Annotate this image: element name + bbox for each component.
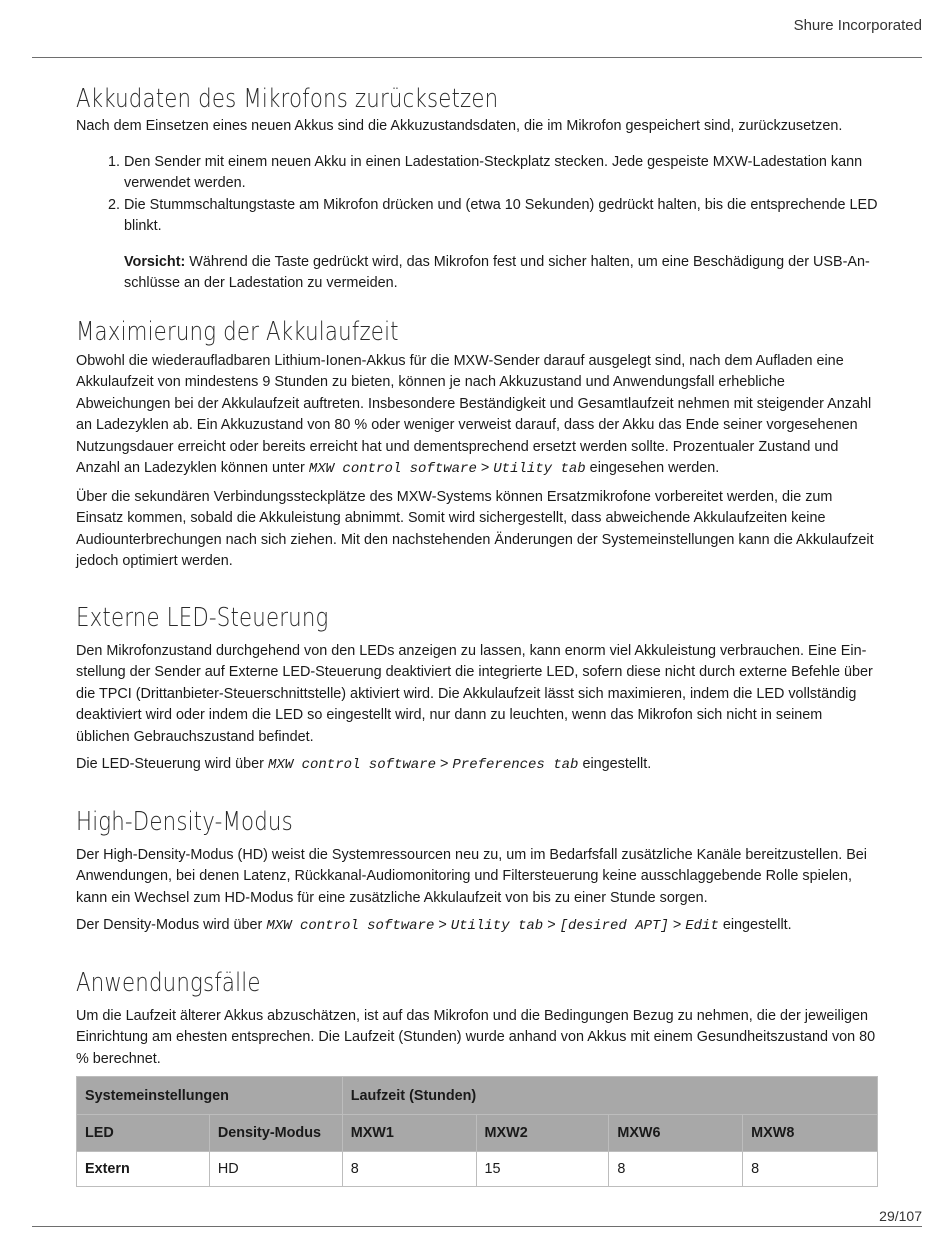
- section-title-high-density: High-Density-Modus: [76, 806, 293, 837]
- maximize-p1-text: Obwohl die wiederaufladbaren Lithium-Ionen-Akkus für die MXW-Sender darauf ausgelegt sind, nach dem Aufladen eine Akkulaufzeit von mindestens 9 Stunden zu bieten, können je nach Akkuzustand und Anwendungsfall erhebliche Abweichungen bei der Akkulaufzeit auftreten. Insbesondere Beständigkeit und Gesamtlaufzeit nehmen mit steigender Anzahl an Ladezyklen ab. Ein Akkuzustand von 80 % oder weniger verweist darauf, dass der Akku das Ende seiner vorgesehenen Nutzungsdauer erreicht oder bereits erreicht hat und dementsprechend ersetzt werden sollte. Prozentualer Zustand und Anzahl an Ladezyklen können unter: [76, 352, 872, 476]
- menu-path-edit: Edit: [685, 918, 719, 934]
- table-group-header-row: [77, 1077, 878, 1115]
- table-header-density-mode: Density-Modus: [209, 1115, 342, 1152]
- led-p2-start: Die LED-Steuerung wird über: [76, 756, 268, 772]
- header-company-name: Shure Incorporated: [793, 17, 922, 34]
- caution-label: Vorsicht:: [124, 253, 186, 270]
- section-title-maximize-battery: Maximierung der Akkulaufzeit: [76, 316, 399, 347]
- page-number: 29/107: [879, 1208, 922, 1224]
- table-header-mxw2: MXW2: [476, 1115, 609, 1152]
- footer-divider: [32, 1226, 922, 1227]
- hd-p2-end: eingestellt.: [718, 917, 792, 933]
- use-cases-paragraph: Um die Laufzeit älterer Akkus abzuschätzen, ist auf das Mikrofon und die Bedingungen Bezug zu nehmen, die der jeweiligen Einrichtung am ehesten entsprechen. Die Laufzeit (Stunden) wurde anhand von Akkus mit einem Gesundheitszustand von 80 % berechnet.: [76, 1007, 876, 1067]
- led-p2-end: eingestellt.: [578, 756, 652, 772]
- table-cell-led: Extern: [77, 1152, 210, 1187]
- caution-text: Während die Taste gedrückt wird, das Mikrofon fest und sicher halten, um eine Beschädigung der USB-Anschlüsse an der Ladestation zu vermeiden.: [124, 253, 870, 291]
- table-header-mxw6: MXW6: [609, 1115, 743, 1152]
- table-cell-mxw2: 15: [476, 1152, 609, 1187]
- hd-paragraph-1: Der High-Density-Modus (HD) weist die Systemressourcen neu zu, um im Bedarfsfall zusätzliche Kanäle bereitzustellen. Bei Anwendungen, bei denen Latenz, Rückkanal-Audiomonitoring und Filtersteuerung keine ausschlaggebende Rolle spielen, kann ein Wechsel zum HD-Modus für eine zusätzliche Akkulaufzeit von bis zu einer Stunde sorgen.: [76, 846, 868, 906]
- menu-path-software: MXW control software: [308, 461, 477, 477]
- path-separator: >: [476, 460, 494, 476]
- battery-runtime-table: [76, 1076, 878, 1187]
- reset-step: 2. Die Stummschaltungstaste am Mikrofon drücken und (etwa 10 Sekunden) gedrückt halten, bis die entsprechende LED blinkt.: [124, 195, 878, 238]
- led-paragraph-2: [76, 754, 878, 777]
- hd-paragraph-2: [76, 915, 878, 938]
- menu-path-utility-tab: Utility tab: [450, 918, 544, 934]
- section-title-reset-battery: Akkudaten des Mikrofons zurücksetzen: [76, 84, 499, 114]
- table-cell-density: HD: [209, 1152, 342, 1187]
- led-paragraph-1: Den Mikrofonzustand durchgehend von den LEDs anzeigen zu lassen, kann enorm viel Akkuleistung verbrauchen. Eine Einstellung der Sender auf Externe LED-Steuerung deaktiviert die integrierte LED, sofern diese nicht durch externe Befehle über die TPCI (Drittanbieter-Steuerschnittstelle) aktiviert wird. Die Akkulaufzeit lässt sich maximieren, indem die LED vollständig deaktiviert wird oder indem die LED so eingestellt wird, nur dann zu leuchten, wenn das Mikrofon sich nicht in seinem üblichen Gebrauchszustand befindet.: [76, 642, 873, 745]
- table-column-header-row: [77, 1115, 878, 1152]
- maximize-paragraph-1: [76, 351, 878, 481]
- page-content: [76, 82, 878, 1187]
- table-header-led: LED: [77, 1115, 210, 1152]
- path-separator: >: [436, 756, 453, 772]
- section-title-external-led: Externe LED-Steuerung: [76, 602, 329, 633]
- reset-steps-list: [76, 152, 878, 238]
- caution-note: [124, 252, 878, 295]
- menu-path-software: MXW control software: [267, 757, 437, 773]
- menu-path-software: MXW control software: [266, 918, 435, 934]
- reset-step: 1. Den Sender mit einem neuen Akku in einen Ladestation-Steckplatz stecken. Jede gespeiste MXW-Ladestation kann verwendet werden.: [124, 152, 878, 195]
- table-cell-mxw1: 8: [342, 1152, 476, 1187]
- maximize-p1-end: eingesehen werden.: [585, 460, 720, 476]
- reset-intro-paragraph: Nach dem Einsetzen eines neuen Akkus sind die Akkuzustandsdaten, die im Mikrofon gespeichert sind, zurückzusetzen.: [76, 118, 843, 134]
- menu-path-desired-apt: [desired APT]: [559, 918, 669, 934]
- path-separator: >: [434, 917, 451, 933]
- table-group-header-settings: Systemeinstellungen: [77, 1077, 343, 1115]
- table-header-mxw1: MXW1: [342, 1115, 476, 1152]
- path-separator: >: [668, 917, 686, 933]
- maximize-paragraph-2: Über die sekundären Verbindungssteckplätze des MXW-Systems können Ersatzmikrofone vorbereitet werden, die zum Einsatz kommen, sobald die Akkuleistung abnimmt. Somit wird sichergestellt, dass abweichende Akkulaufzeiten keine Audiounterbrechungen nach sich ziehen. Mit den nachstehenden Änderungen der Systemeinstellungen kann die Akkulaufzeit jedoch optimiert werden.: [76, 488, 874, 569]
- path-separator: >: [543, 917, 560, 933]
- table-row: [77, 1152, 878, 1187]
- section-title-use-cases: Anwendungsfälle: [76, 967, 261, 998]
- header-divider: [32, 57, 922, 58]
- menu-path-preferences-tab: Preferences tab: [452, 757, 579, 773]
- menu-path-utility-tab: Utility tab: [493, 461, 586, 477]
- hd-p2-start: Der Density-Modus wird über: [76, 917, 267, 933]
- table-header-mxw8: MXW8: [743, 1115, 878, 1152]
- table-cell-mxw6: 8: [609, 1152, 743, 1187]
- table-group-header-runtime: Laufzeit (Stunden): [342, 1077, 877, 1115]
- table-cell-mxw8: 8: [743, 1152, 878, 1187]
